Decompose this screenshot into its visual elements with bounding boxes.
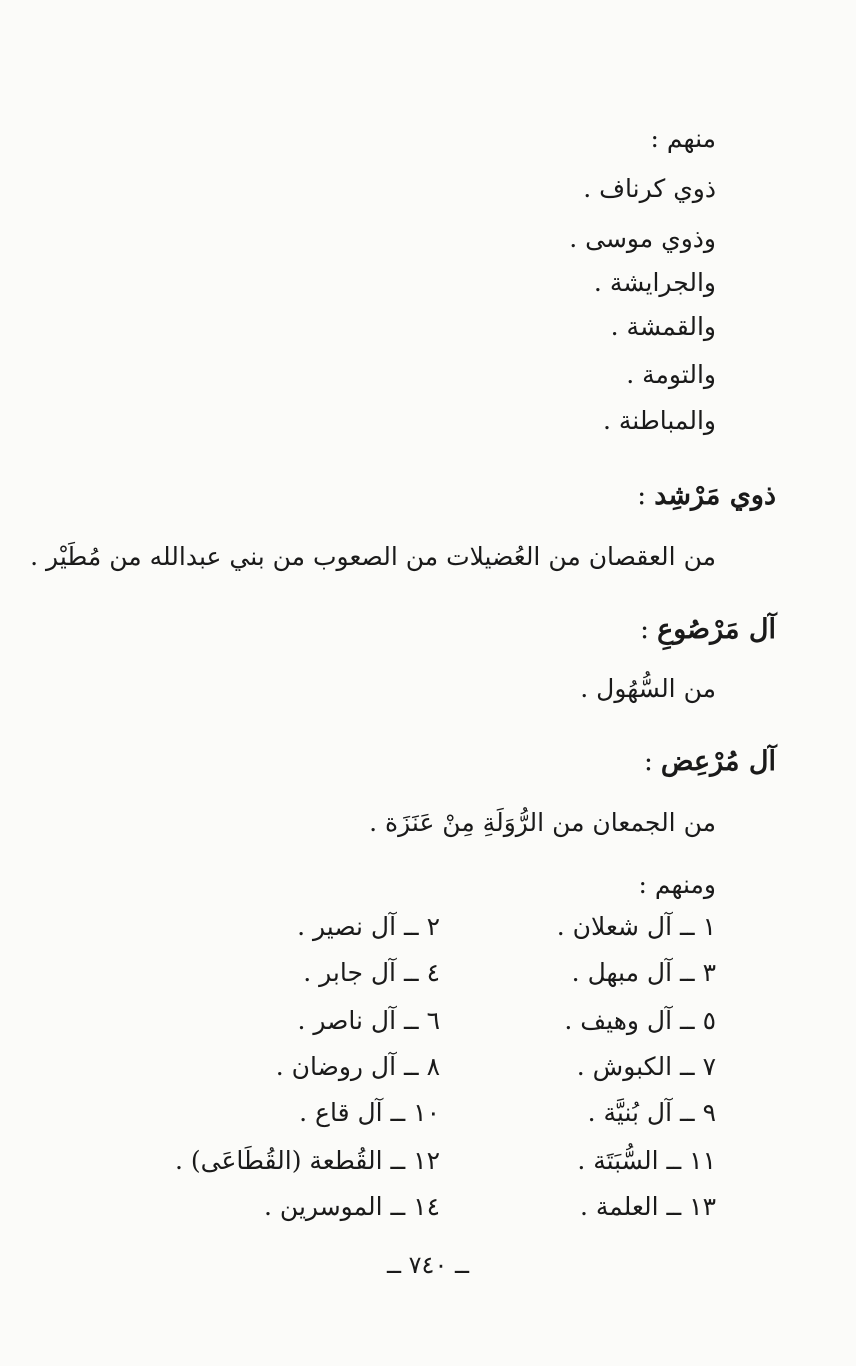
intro-line: والجرايشة . (593, 268, 716, 297)
list-item: ٨ ــ آل روضان . (275, 1052, 440, 1081)
list-item: ١٢ ــ القُطعة (القُطَاعَى) . (174, 1146, 440, 1175)
section-title: آل مَرْصُوعِ (657, 614, 776, 645)
list-item: ٢ ــ آل نصير . (297, 912, 440, 941)
list-item: ٣ ــ آل مبهل . (571, 958, 716, 987)
page-number: ــ ٧٤٠ ــ (386, 1251, 470, 1279)
list-item: ٦ ــ آل ناصر . (297, 1006, 440, 1035)
section-title: آل مُرْعِض (660, 746, 776, 777)
section-heading (640, 612, 776, 648)
section-text: من السُّهُول . (580, 674, 716, 703)
list-item: ١ ــ آل شعلان . (556, 912, 716, 941)
section-text: من العقصان من العُضيلات من الصعوب من بني عبدالله من مُطَيْر . (30, 542, 716, 571)
list-item: ٧ ــ الكبوش . (576, 1052, 716, 1081)
list-item: ١١ ــ السُّبَتَة . (577, 1146, 716, 1175)
list-item: ٩ ــ آل بُنيَّة . (587, 1098, 716, 1127)
section-heading (637, 478, 776, 514)
intro-line: والمباطنة . (603, 406, 716, 435)
section-colon: : (640, 614, 650, 645)
list-intro: ومنهم : (638, 870, 716, 899)
list-item: ٤ ــ آل جابر . (303, 958, 440, 987)
section-heading (644, 744, 776, 780)
list-item: ١٣ ــ العلمة . (579, 1192, 716, 1221)
section-colon: : (643, 746, 653, 777)
intro-line: منهم : (650, 124, 716, 153)
list-item: ٥ ــ آل وهيف . (564, 1006, 716, 1035)
intro-line: والتومة . (626, 360, 716, 389)
list-item: ١٠ ــ آل قاع . (299, 1098, 440, 1127)
section-title: ذوي مَرْشِد (654, 480, 776, 511)
list-item: ١٤ ــ الموسرين . (264, 1192, 440, 1221)
intro-line: وذوي موسى . (569, 224, 716, 253)
intro-line: والقمشة . (610, 312, 716, 341)
section-text: من الجمعان من الرُّوَلَةِ مِنْ عَنَزَة . (369, 808, 716, 837)
section-colon: : (637, 480, 647, 511)
intro-line: ذوي كرناف . (583, 174, 716, 203)
